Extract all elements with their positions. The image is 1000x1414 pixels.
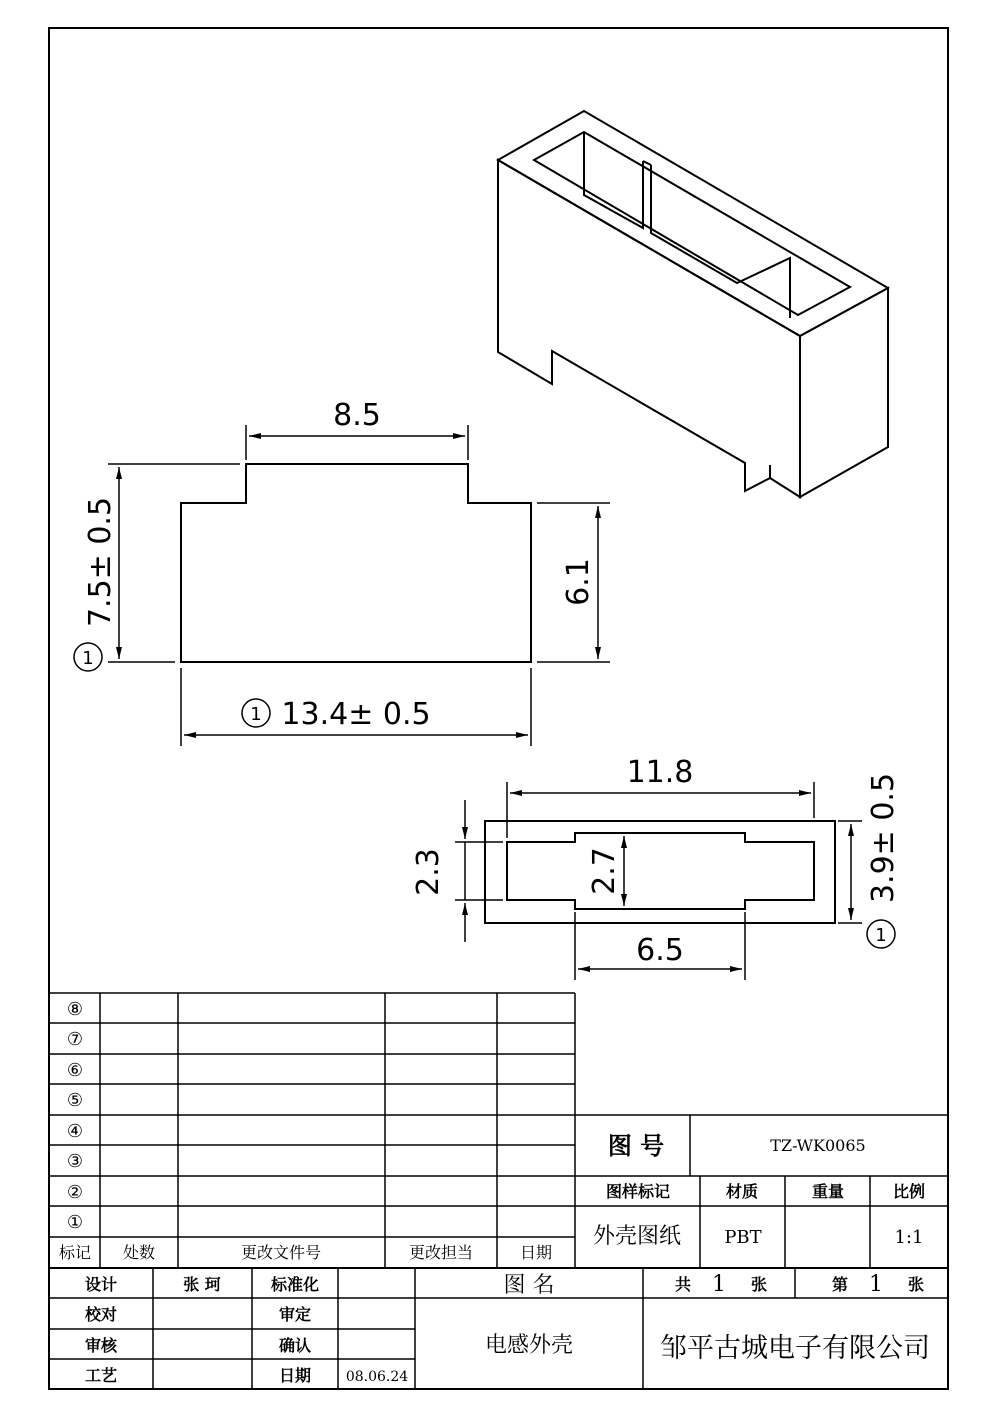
header-count: 处数: [122, 1243, 156, 1262]
revision-row-2: ②: [66, 1182, 84, 1203]
dim-end-left-height: 2.3: [411, 848, 446, 896]
header-mark: 标记: [58, 1243, 92, 1262]
total-label: 共: [674, 1275, 692, 1294]
dim-end-right-height: 3.9± 0.5: [866, 772, 901, 904]
scale-label: 比例: [892, 1182, 926, 1201]
title-block-upper: [575, 1115, 948, 1268]
revision-row-7: ⑦: [66, 1029, 84, 1050]
process-label: 工艺: [84, 1366, 118, 1385]
drawing-name: 电感外壳: [484, 1333, 574, 1358]
revision-row-8: ⑧: [66, 999, 84, 1020]
isometric-view: [498, 111, 888, 497]
revision-row-4: ④: [66, 1121, 84, 1142]
header-change-doc: 更改文件号: [240, 1243, 322, 1262]
weight-label: 重量: [811, 1182, 845, 1201]
dim-top-width: 8.5: [333, 398, 381, 433]
designer-name: 张 珂: [183, 1275, 221, 1294]
dim-right-height: 6.1: [561, 558, 596, 606]
total-sheets: 1: [712, 1272, 726, 1297]
drawing-name-label: 图 名: [503, 1273, 555, 1298]
audit-label: 审核: [84, 1336, 118, 1355]
front-view: [74, 398, 610, 746]
dim-bottom-width: 13.4± 0.5: [281, 697, 431, 732]
standardize-label: 标准化: [270, 1275, 320, 1294]
company-name: 邹平古城电子有限公司: [660, 1333, 930, 1364]
confirm-label: 确认: [278, 1336, 312, 1355]
proof-label: 校对: [84, 1305, 118, 1324]
review-label: 审定: [278, 1305, 312, 1324]
svg-text:1: 1: [82, 648, 94, 669]
sheet-unit: 张: [907, 1275, 925, 1294]
design-label: 设计: [84, 1275, 118, 1294]
svg-text:1: 1: [250, 704, 262, 725]
material: PBT: [724, 1227, 762, 1248]
revision-row-1: ①: [66, 1212, 84, 1233]
pattern-mark: 外壳图纸: [592, 1224, 682, 1249]
revision-row-6: ⑥: [66, 1060, 84, 1081]
pattern-mark-label: 图样标记: [605, 1182, 671, 1201]
scale: 1:1: [894, 1227, 924, 1248]
total-unit: 张: [750, 1275, 768, 1294]
revision-row-5: ⑤: [66, 1090, 84, 1111]
sheet-label: 第: [831, 1275, 849, 1294]
material-label: 材质: [725, 1182, 759, 1201]
revision-mark-end-height: [867, 920, 895, 948]
revision-row-3: ③: [66, 1151, 84, 1172]
dim-end-inner-height: 2.7: [587, 847, 622, 895]
dim-end-width: 11.8: [626, 755, 694, 790]
drawing-no-label: 图 号: [607, 1131, 665, 1160]
revision-mark-bottom-width: [242, 699, 270, 727]
end-view: [411, 755, 901, 980]
title-block-lower: [49, 1268, 948, 1389]
revision-table: [49, 993, 948, 1268]
sheet-no: 1: [869, 1272, 883, 1297]
header-change-owner: 更改担当: [408, 1243, 474, 1262]
date-value: 08.06.24: [345, 1369, 409, 1385]
svg-text:1: 1: [875, 925, 887, 946]
dim-end-bottom-width: 6.5: [636, 933, 684, 968]
revision-mark-left-height: [74, 643, 102, 671]
drawing-no: TZ-WK0065: [770, 1136, 866, 1155]
header-date: 日期: [519, 1243, 553, 1262]
dim-left-height: 7.5± 0.5: [83, 496, 118, 628]
date-label: 日期: [278, 1366, 312, 1385]
